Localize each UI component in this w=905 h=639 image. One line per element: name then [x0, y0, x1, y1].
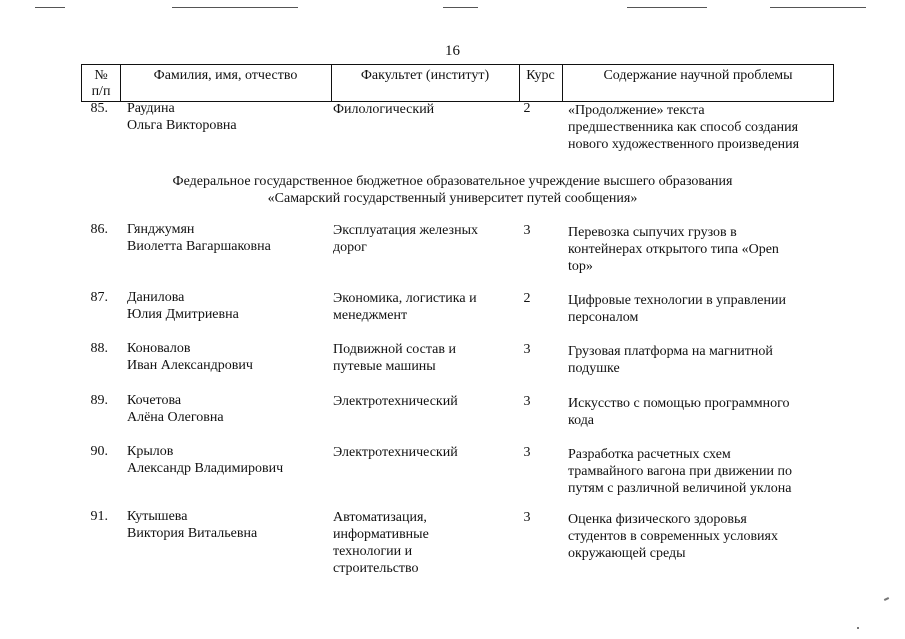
row-number: 87.	[90, 290, 108, 305]
faculty-line: дорог	[333, 240, 367, 255]
topic-line: контейнерах открытого типа «Open	[568, 242, 779, 257]
scan-artifact-line	[627, 7, 707, 8]
faculty-line: менеджмент	[333, 308, 408, 323]
row-course: 3	[523, 510, 531, 525]
faculty-line: Эксплуатация железных	[333, 223, 478, 238]
scan-speck	[857, 627, 859, 629]
topic-line: Цифровые технологии в управлении	[568, 293, 786, 308]
row-number: 86.	[90, 222, 108, 237]
row-faculty	[333, 393, 458, 410]
row-number: 91.	[90, 509, 108, 524]
faculty-line: информативные	[333, 527, 429, 542]
topic-line: нового художественного произведения	[568, 137, 800, 152]
row-course: 3	[523, 223, 531, 238]
header-course: Курс	[526, 68, 555, 83]
row-name	[127, 340, 253, 374]
row-topic	[568, 102, 799, 153]
row-faculty	[333, 341, 456, 375]
name-line: Крылов	[127, 444, 174, 459]
row-number: 85.	[90, 101, 108, 116]
topic-line: предшественника как способ создания	[568, 120, 799, 135]
row-name	[127, 221, 271, 255]
header-topic: Содержание научной проблемы	[603, 68, 793, 83]
topic-line: Грузовая платформа на магнитной	[568, 344, 773, 359]
row-number: 88.	[90, 341, 108, 356]
row-name	[127, 392, 224, 426]
row-course: 3	[523, 394, 531, 409]
row-faculty	[333, 290, 477, 324]
name-line: Данилова	[127, 290, 185, 305]
topic-line: Разработка расчетных схем	[568, 447, 731, 462]
row-name	[127, 508, 257, 542]
row-faculty	[333, 444, 458, 461]
row-topic	[568, 446, 792, 497]
name-line: Кутышева	[127, 509, 188, 524]
name-line: Юлия Дмитриевна	[127, 307, 239, 322]
section-title-line: Федеральное государственное бюджетное образовательное учреждение высшего образования	[172, 174, 733, 189]
name-line: Иван Александрович	[127, 358, 253, 373]
table-header	[81, 64, 834, 102]
faculty-line: строительство	[333, 561, 419, 576]
header-faculty: Факультет (институт)	[360, 68, 490, 83]
faculty-line: путевые машины	[333, 359, 436, 374]
topic-line: Перевозка сыпучих грузов в	[568, 225, 737, 240]
row-course: 3	[523, 445, 531, 460]
scan-artifact-line	[443, 7, 478, 8]
row-topic	[568, 343, 773, 377]
row-number: 90.	[90, 444, 108, 459]
name-line: Алёна Олеговна	[127, 410, 224, 425]
scan-artifact-line	[35, 7, 65, 8]
row-topic	[568, 292, 786, 326]
topic-line: персоналом	[568, 310, 639, 325]
name-line: Коновалов	[127, 341, 191, 356]
topic-line: окружающей среды	[568, 546, 686, 561]
scan-artifact-line	[172, 7, 298, 8]
row-faculty	[333, 509, 429, 577]
row-course: 2	[523, 101, 531, 116]
section-title	[0, 173, 905, 207]
faculty-line: Филологический	[333, 102, 435, 117]
topic-line: трамвайного вагона при движении по	[568, 464, 792, 479]
header-num-line: п/п	[91, 84, 111, 99]
header-num	[82, 65, 120, 101]
topic-line: путям с различной величиной уклона	[568, 481, 792, 496]
name-line: Виктория Витальевна	[127, 526, 258, 541]
scan-speck	[884, 597, 889, 601]
row-name	[127, 100, 237, 134]
topic-line: Оценка физического здоровья	[568, 512, 747, 527]
faculty-line: Подвижной состав и	[333, 342, 456, 357]
topic-line: подушке	[568, 361, 620, 376]
faculty-line: Автоматизация,	[333, 510, 427, 525]
row-number: 89.	[90, 393, 108, 408]
topic-line: «Продолжение» текста	[568, 103, 705, 118]
topic-line: top»	[568, 259, 593, 274]
row-name	[127, 289, 239, 323]
name-line: Виолетта Вагаршаковна	[127, 239, 271, 254]
faculty-line: технологии и	[333, 544, 413, 559]
topic-line: кода	[568, 413, 595, 428]
faculty-line: Электротехнический	[333, 394, 458, 409]
name-line: Александр Владимирович	[127, 461, 284, 476]
row-topic	[568, 511, 778, 562]
topic-line: студентов в современных условиях	[568, 529, 778, 544]
row-faculty	[333, 101, 434, 118]
name-line: Гянджумян	[127, 222, 195, 237]
header-num-line: №	[94, 68, 108, 83]
row-course: 2	[523, 291, 531, 306]
section-title-line: «Самарский государственный университет путей сообщения»	[267, 191, 638, 206]
scan-artifact-line	[770, 7, 866, 8]
name-line: Ольга Викторовна	[127, 118, 237, 133]
row-faculty	[333, 222, 478, 256]
row-topic	[568, 395, 789, 429]
page-number: 16	[445, 43, 460, 59]
name-line: Кочетова	[127, 393, 182, 408]
header-name: Фамилия, имя, отчество	[153, 68, 298, 83]
faculty-line: Электротехнический	[333, 445, 458, 460]
row-name	[127, 443, 283, 477]
row-course: 3	[523, 342, 531, 357]
name-line: Раудина	[127, 101, 175, 116]
faculty-line: Экономика, логистика и	[333, 291, 477, 306]
topic-line: Искусство с помощью программного	[568, 396, 790, 411]
row-topic	[568, 224, 779, 275]
